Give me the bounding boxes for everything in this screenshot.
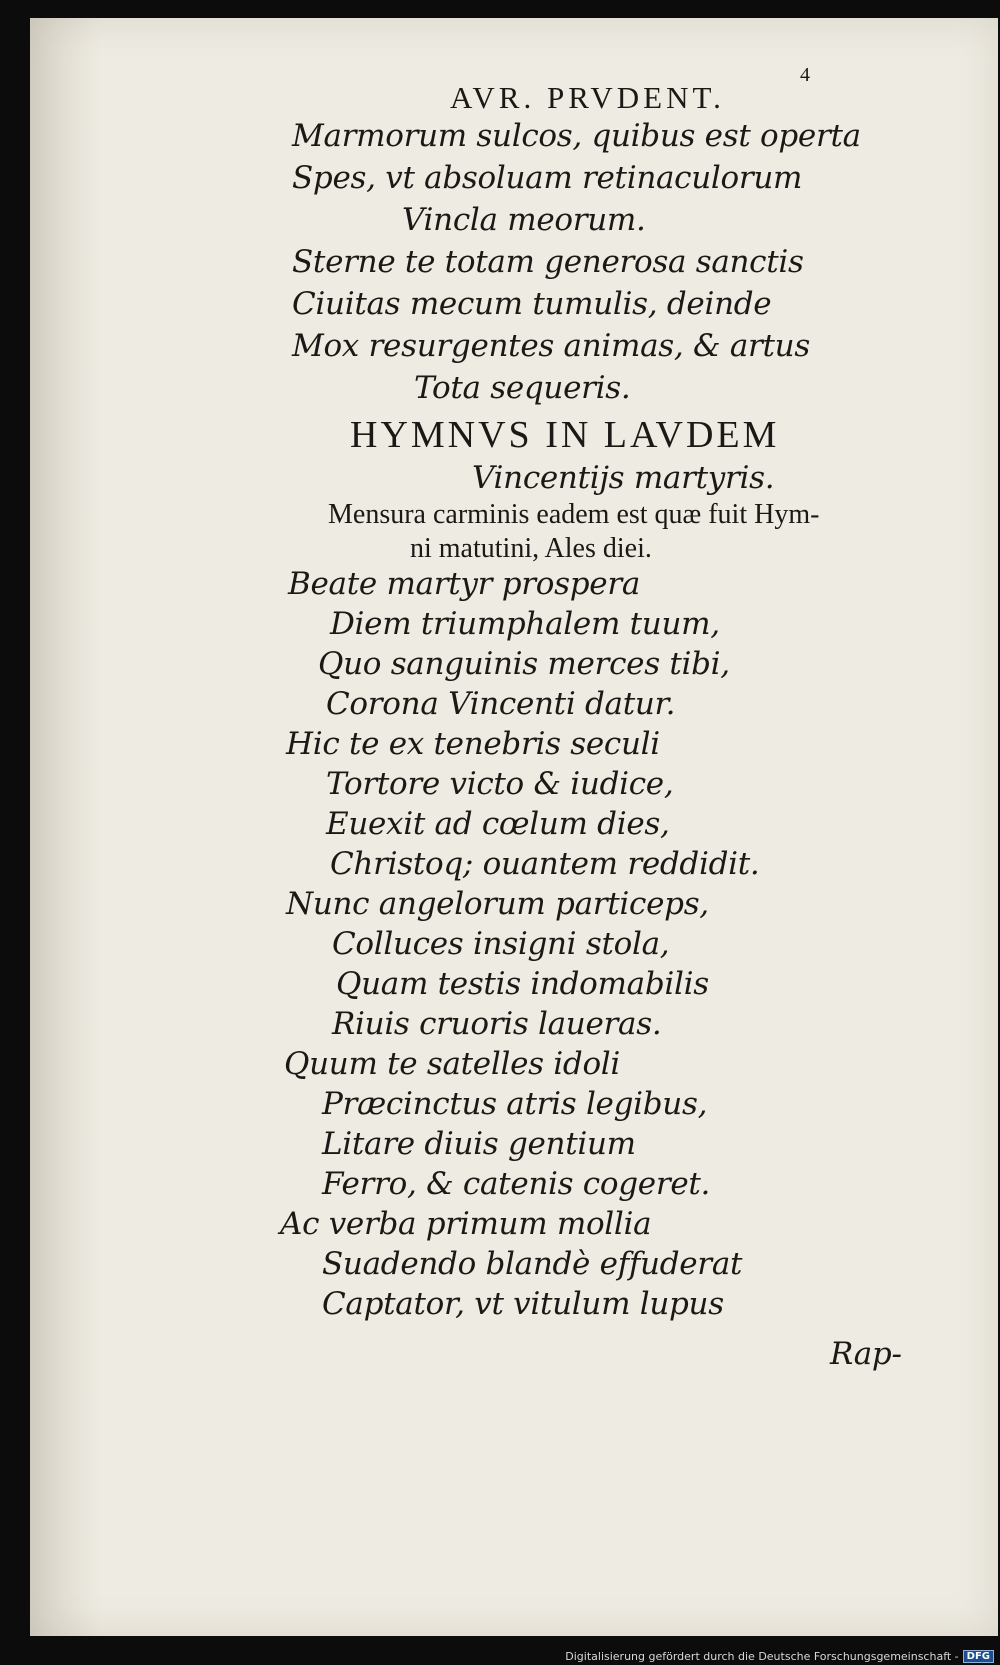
stanza-line: Quam testis indomabilis [336,966,709,1002]
stanza-line: Colluces insigni stola, [332,926,670,962]
meter-note: Mensura carminis eadem est quæ fuit Hym- [328,499,820,530]
stanza-line: Præcinctus atris legibus, [322,1086,708,1122]
digitization-credit [565,1650,994,1663]
page-number: 4 [800,64,810,86]
verse-line: Mox resurgentes animas, & artus [292,328,810,364]
verse-line: Tota sequeris. [414,370,631,406]
stanza-line: Quum te satelles idoli [284,1046,621,1082]
stanza-line: Tortore victo & iudice, [326,766,674,802]
verse-line: Spes, vt absoluam retinaculorum [292,160,803,196]
running-head: AVR. PRVDENT. [450,80,725,115]
verse-line: Vincla meorum. [402,202,646,238]
dfg-logo: DFG [963,1650,994,1663]
stanza-line: Ferro, & catenis cogeret. [322,1166,711,1202]
hymn-subtitle: Vincentijs martyris. [472,460,775,496]
stanza-line: Beate martyr prospera [288,566,641,602]
book-page [30,18,998,1636]
stanza-line: Ac verba primum mollia [280,1206,652,1242]
stanza-line: Litare diuis gentium [322,1126,636,1162]
stanza-line: Euexit ad cœlum dies, [326,806,670,842]
stanza-line: Diem triumphalem tuum, [330,606,720,642]
stanza-line: Corona Vincenti datur. [326,686,676,722]
stanza-line: Nunc angelorum particeps, [286,886,709,922]
stanza-line: Captator, vt vitulum lupus [322,1286,724,1322]
stanza-line: Suadendo blandè effuderat [322,1246,743,1282]
verse-line: Ciuitas mecum tumulis, deinde [292,286,772,322]
stanza-line: Riuis cruoris laueras. [332,1006,662,1042]
hymn-title: HYMNVS IN LAVDEM [350,414,780,456]
credit-text: Digitalisierung gefördert durch die Deutsche Forschungsgemeinschaft - [565,1650,959,1663]
stanza-line: Hic te ex tenebris seculi [286,726,660,762]
stanza-line: Christoq; ouantem reddidit. [330,846,760,882]
stanza-line: Quo sanguinis merces tibi, [318,646,730,682]
verse-line: Marmorum sulcos, quibus est operta [292,118,861,154]
catchword: Rap- [830,1336,902,1372]
meter-note: ni matutini, Ales diei. [410,533,652,564]
verse-line: Sterne te totam generosa sanctis [292,244,804,280]
